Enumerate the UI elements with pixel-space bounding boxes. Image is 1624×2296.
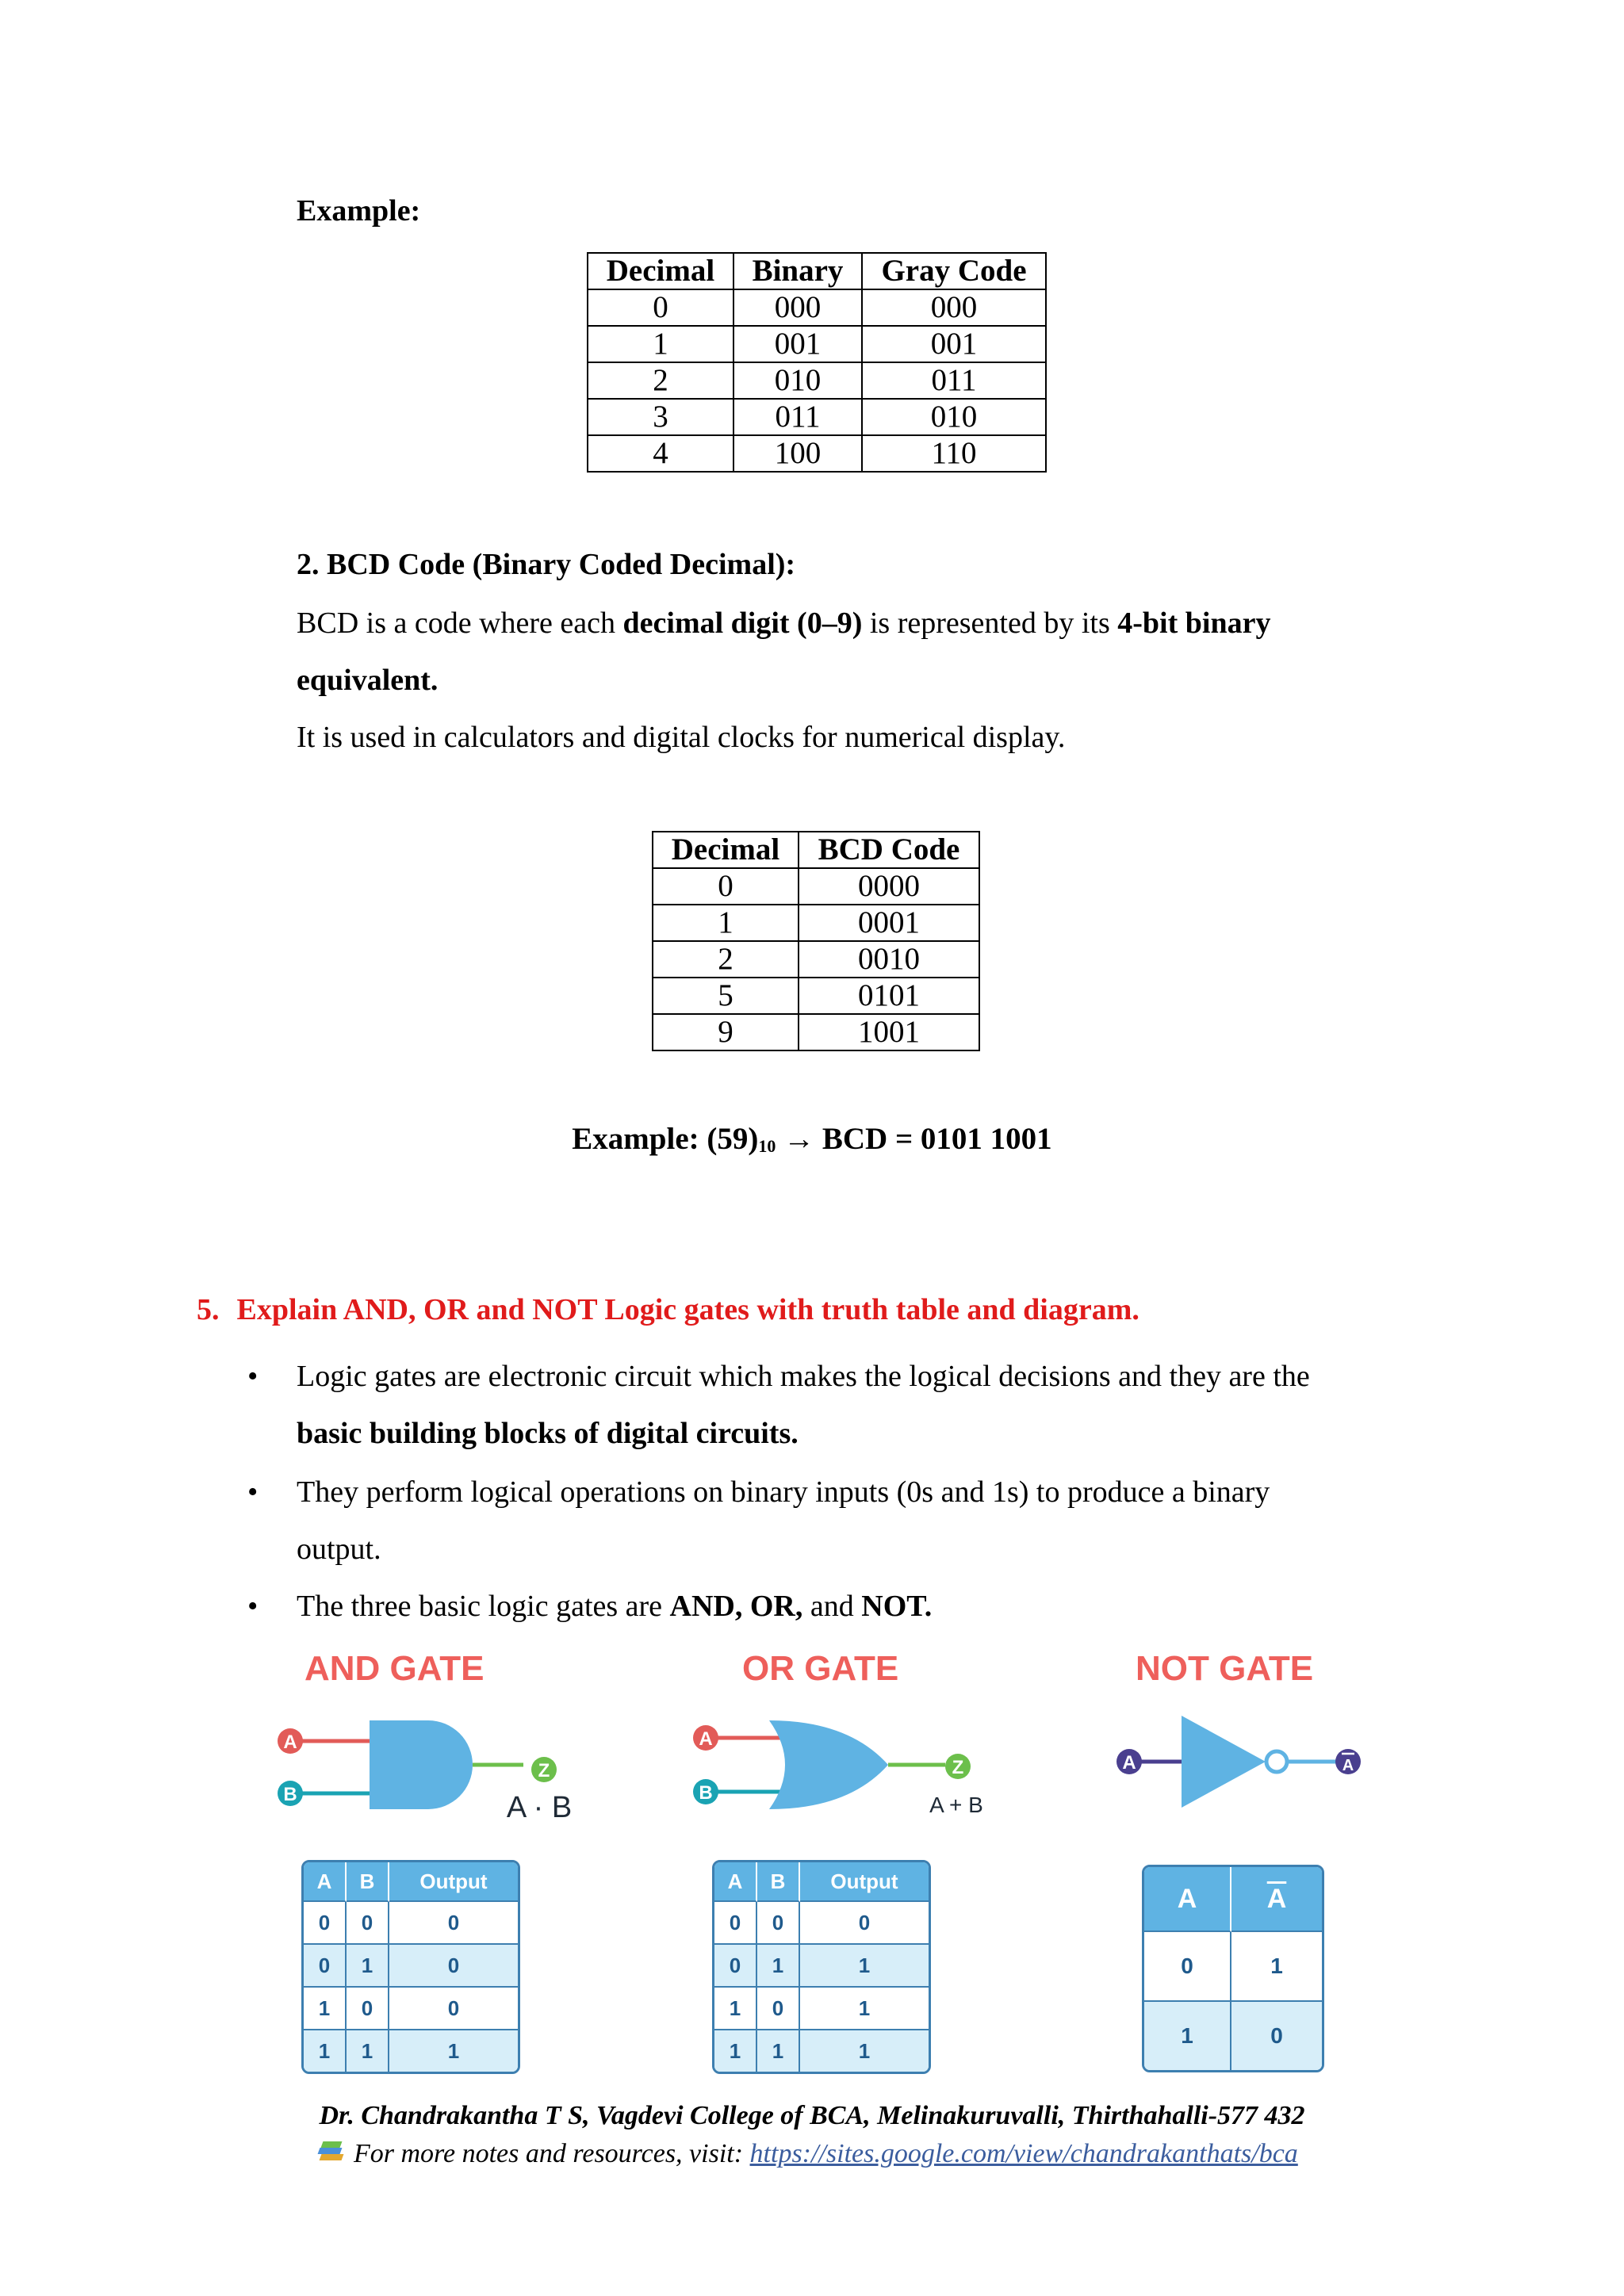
table-row [304,1902,518,1945]
list-item-text [297,1464,1423,1578]
cell: 000 [862,289,1046,326]
column-header-b: B [757,1862,800,1902]
and-gate-symbol [278,1720,572,1823]
list-item-text [297,1578,1423,1635]
bullet-icon: • [247,1590,259,1623]
column-header-a: A [304,1862,347,1902]
text: is represented by its [862,607,1118,640]
question-number: 5. [197,1293,220,1326]
bold-text: NOT. [861,1590,933,1623]
bold-text: decimal digit (0–9) [622,607,863,640]
question-title: Explain AND, OR and NOT Logic gates with truth table and diagram. [236,1293,1139,1326]
column-header-a: A [714,1862,757,1902]
column-header-a: A [1144,1867,1231,1932]
cell: 2 [588,362,733,399]
cell: 3 [588,399,733,435]
cell: 4 [588,435,733,472]
cell: 1 [714,1988,757,2030]
text: The three basic logic gates are [297,1590,670,1623]
list-item [247,1464,1421,1582]
table-row [1144,1932,1322,2002]
input-a-label: A [283,1732,297,1753]
cell: 0 [347,1988,389,2030]
input-b-label: B [283,1784,297,1805]
cell: 1 [1231,1932,1322,2002]
cell: 0 [588,289,733,326]
table-row [304,1945,518,1988]
cell: 0 [1231,2002,1322,2070]
cell: 1 [304,1988,347,2030]
cell: 0 [389,1945,518,1988]
table-header-row [653,832,979,868]
and-truth-table [301,1860,520,2074]
column-header-binary: Binary [733,253,862,289]
not-gate-title: NOT GATE [1136,1649,1314,1688]
cell: 2 [653,941,799,978]
cell: 1 [714,2030,757,2072]
column-header-b: B [347,1862,389,1902]
cell: 1 [347,1945,389,1988]
table-row [653,868,979,905]
bold-text: equivalent. [297,664,439,697]
question-heading [197,1292,1139,1327]
footer-credit: Dr. Chandrakantha T S, Vagdevi College of BCA, Melinakuruvalli, Thirthahalli-577 432 [319,2101,1305,2130]
output-z-label: Z [952,1757,964,1778]
cell: 110 [862,435,1046,472]
column-header-bcd-code: BCD Code [799,832,979,868]
cell: 1 [800,2030,929,2072]
cell: 100 [733,435,862,472]
cell: 010 [862,399,1046,435]
and-gate-title: AND GATE [304,1649,485,1688]
bullet-icon: • [247,1475,259,1509]
output-not-a-label: A [1342,1757,1354,1774]
cell: 0 [800,1902,929,1945]
gray-code-table [587,252,1047,473]
table-row [714,1988,929,2030]
cell: 0 [304,1945,347,1988]
cell: 011 [733,399,862,435]
cell: 0 [757,1902,800,1945]
cell: 1001 [799,1014,979,1050]
table-header-row [714,1862,929,1902]
cell: 1 [389,2030,518,2072]
not-gate-symbol [1116,1716,1361,1808]
text: and [802,1590,862,1623]
cell: 010 [733,362,862,399]
table-row [304,1988,518,2030]
input-a-label: A [699,1728,713,1750]
cell: 1 [757,1945,800,1988]
cell: 0 [714,1902,757,1945]
table-row [653,1014,979,1050]
table-row [653,905,979,941]
cell: 0 [714,1945,757,1988]
cell: 1 [304,2030,347,2072]
cell: 1 [347,2030,389,2072]
cell: 001 [862,326,1046,362]
text: Example: (59) [572,1122,759,1156]
not-a-label: $\overline{A}$ [1266,1883,1287,1914]
input-a-label: A [1122,1752,1136,1774]
bcd-usage-text: It is used in calculators and digital clocks for numerical display. [297,721,1066,754]
table-row [588,326,1046,362]
table-row [714,1902,929,1945]
bullet-icon: • [247,1360,259,1393]
table-row [653,941,979,978]
footer-text: For more notes and resources, visit: [354,2139,750,2168]
table-row [653,978,979,1014]
column-header-decimal: Decimal [653,832,799,868]
cell: 0001 [799,905,979,941]
or-expression: A + B [929,1793,983,1817]
column-header-gray-code: Gray Code [862,253,1046,289]
table-header-row [304,1862,518,1902]
table-row [304,2030,518,2072]
cell: 1 [588,326,733,362]
cell: 0101 [799,978,979,1014]
books-icon [317,2141,346,2165]
footer-resources [317,2139,1298,2169]
or-gate-symbol [693,1720,983,1817]
text: They perform logical operations on binary inputs (0s and 1s) to produce a binary [297,1475,1270,1509]
table-header-row [1144,1867,1322,1932]
cell: 001 [733,326,862,362]
table-row [588,399,1046,435]
cell: 0010 [799,941,979,978]
resources-link[interactable]: https://sites.google.com/view/chandrakanthats/bca [749,2139,1298,2168]
cell: 011 [862,362,1046,399]
table-row [714,1945,929,1988]
cell: 0 [389,1988,518,2030]
not-truth-table [1142,1865,1324,2072]
logic-gate-diagrams [262,1705,1404,1823]
cell: 0 [653,868,799,905]
bold-text: 4-bit binary [1117,607,1271,640]
and-expression: A · B [506,1791,573,1823]
text: → BCD = 0101 1001 [776,1122,1052,1156]
or-truth-table [712,1860,931,2074]
table-row [714,2030,929,2072]
output-z-label: Z [538,1760,550,1781]
cell: 1 [800,1945,929,1988]
column-header-decimal: Decimal [588,253,733,289]
column-header-output: Output [800,1862,929,1902]
cell: 9 [653,1014,799,1050]
list-item-text [297,1348,1423,1462]
example-heading: Example: [297,194,421,228]
bcd-description-line2 [297,652,1407,709]
table-header-row [588,253,1046,289]
cell: 0 [757,1988,800,2030]
cell: 1 [1144,2002,1231,2070]
cell: 1 [653,905,799,941]
text: output. [297,1533,381,1566]
cell: 000 [733,289,862,326]
list-item [247,1578,1421,1638]
text: Logic gates are electronic circuit which makes the logical decisions and they are the [297,1360,1310,1393]
cell: 0 [304,1902,347,1945]
cell: 5 [653,978,799,1014]
column-header-not-a [1231,1867,1322,1932]
or-gate-title: OR GATE [742,1649,899,1688]
cell: 1 [757,2030,800,2072]
cell: 0 [389,1902,518,1945]
subscript: 10 [758,1136,776,1156]
input-b-label: B [699,1782,713,1804]
bcd-description-line1 [297,595,1407,652]
bcd-section-title: 2. BCD Code (Binary Coded Decimal): [297,548,796,581]
table-row [588,289,1046,326]
column-header-output: Output [389,1862,518,1902]
cell: 0 [347,1902,389,1945]
cell: 0000 [799,868,979,905]
list-item [247,1348,1421,1467]
bold-text: AND, OR, [669,1590,803,1623]
table-row [588,435,1046,472]
cell: 1 [800,1988,929,2030]
bold-text: basic building blocks of digital circuits. [297,1417,799,1450]
table-row [588,362,1046,399]
bcd-code-table [652,831,980,1051]
cell: 0 [1144,1932,1231,2002]
table-row [1144,2002,1322,2070]
text: BCD is a code where each [297,607,623,640]
bcd-example [0,1121,1624,1157]
